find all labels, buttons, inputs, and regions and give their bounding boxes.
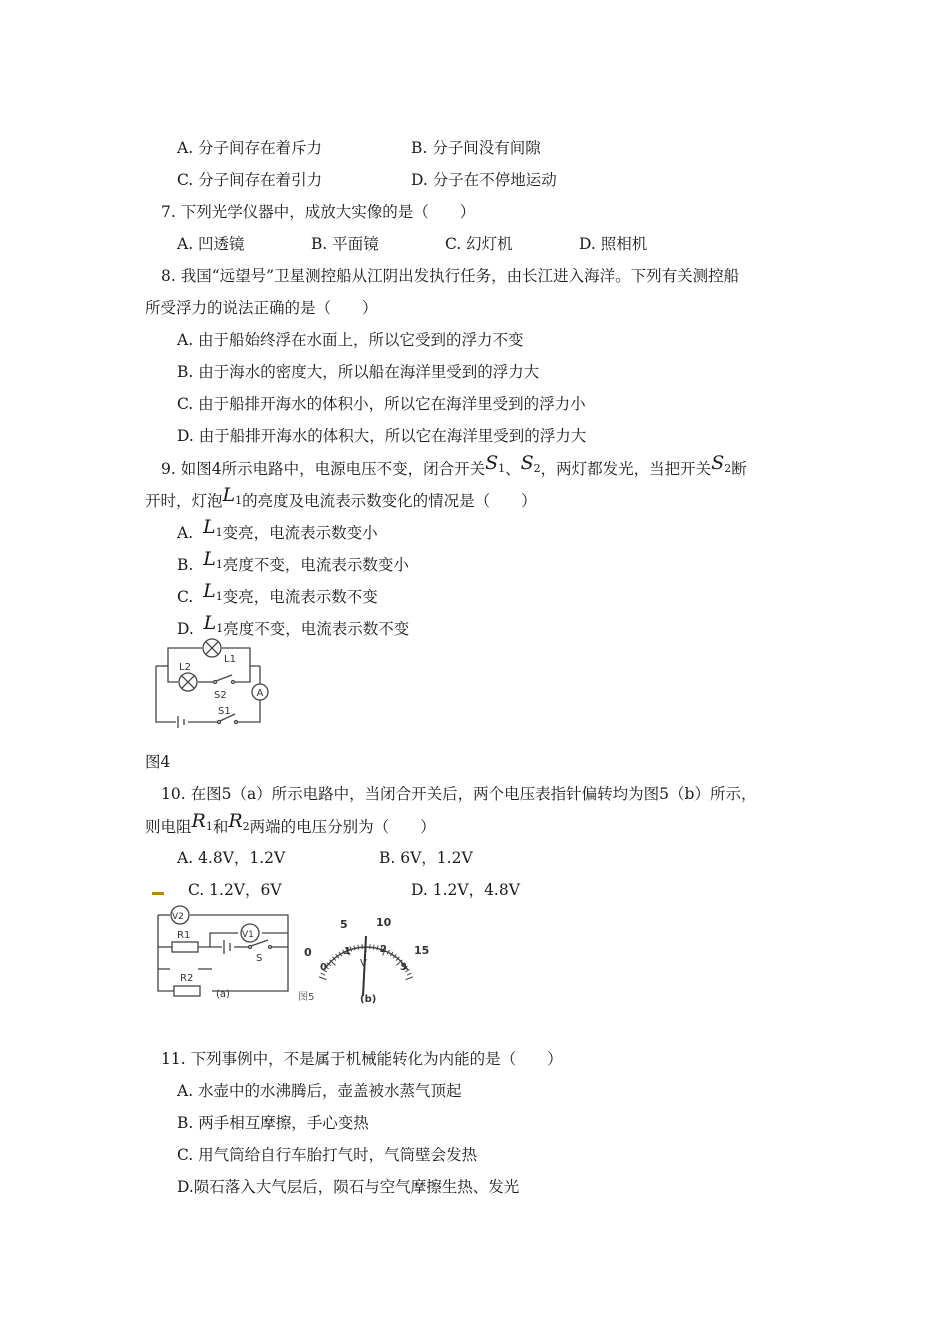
dial-tick <box>377 946 378 951</box>
q10-r1-symbol: R1 <box>191 810 213 833</box>
q9-option-b: B. L1亮度不变，电流表示数变小 <box>177 548 409 574</box>
figure-4-caption: 图4 <box>145 753 171 771</box>
q10-stem-line1: 10. 在图5（a）所示电路中，当闭合开关后，两个电压表指针偏转均为图5（b）所示， <box>161 785 757 803</box>
q9-stem-part1: 9. 如图4所示电路中，电源电压不变，闭合开关 <box>161 460 486 478</box>
r1-resistor-icon <box>172 942 198 952</box>
q11-option-a: A. 水壶中的水沸腾后，壶盖被水蒸气顶起 <box>177 1082 462 1100</box>
r1-label: R1 <box>177 930 191 941</box>
scale-inner-3: 3 <box>400 962 407 973</box>
q11-option-d: D.陨石落入大气层后，陨石与空气摩擦生热、发光 <box>177 1178 520 1196</box>
q10-stem-line2: 则电阻R1和R2两端的电压分别为（ ） <box>145 810 436 836</box>
s2-label: S2 <box>214 690 227 701</box>
fig5b-label: (b) <box>360 994 377 1004</box>
v-unit-label: V <box>360 958 367 969</box>
r2-label: R2 <box>180 973 194 984</box>
l2-lamp-icon <box>179 673 197 691</box>
l1-label: L1 <box>224 654 236 665</box>
scale-inner-2: 2 <box>380 944 387 955</box>
v1-label: V1 <box>242 930 254 940</box>
highlight-mark <box>152 892 164 895</box>
q9-l1-symbol: L1 <box>222 484 243 507</box>
q11-option-c: C. 用气筒给自行车胎打气时，气筒壁会发热 <box>177 1146 478 1164</box>
q8-stem-line1: 8. 我国“远望号”卫星测控船从江阴出发执行任务，由长江进入海洋。下列有关测控船 <box>161 267 740 285</box>
s1-label: S1 <box>218 706 231 717</box>
q8-stem-line2: 所受浮力的说法正确的是（ ） <box>145 299 378 317</box>
q9-option-c: C. L1变亮，电流表示数不变 <box>177 580 378 606</box>
q9-option-d: D. L1亮度不变，电流表示数不变 <box>177 612 410 638</box>
q6-option-b: B. 分子间没有间隙 <box>411 139 541 157</box>
q6-option-a: A. 分子间存在着斥力 <box>177 139 323 157</box>
q9-s2-symbol: S2 <box>520 452 541 475</box>
fig5a-label: (a) <box>216 989 230 1000</box>
q9-s1-symbol: S1 <box>485 452 506 475</box>
q7-stem: 7. 下列光学仪器中，成放大实像的是（ ） <box>161 203 476 221</box>
figure-5b-voltmeter-dial <box>296 912 436 1004</box>
q7-option-b: B. 平面镜 <box>311 235 379 253</box>
q9-stem-line1 <box>161 452 747 481</box>
l2-label: L2 <box>179 662 191 673</box>
q7-option-c: C. 幻灯机 <box>445 235 513 253</box>
q10-option-d: D. 1.2V，4.8V <box>411 881 520 899</box>
q11-stem: 11. 下列事例中，不是属于机械能转化为内能的是（ ） <box>161 1050 563 1068</box>
scale-15: 15 <box>414 944 430 957</box>
dial-tick <box>358 945 359 950</box>
q9-separator: 、 <box>505 460 521 478</box>
q8-option-a: A. 由于船始终浮在水面上，所以它受到的浮力不变 <box>177 331 524 349</box>
dial-tick <box>321 973 326 975</box>
q10-r2-symbol: R2 <box>228 810 250 833</box>
q9-stem-line2: 开时，灯泡L1的亮度及电流表示数变化的情况是（ ） <box>145 484 537 510</box>
q10-option-b: B. 6V，1.2V <box>379 849 473 867</box>
scale-0: 0 <box>304 946 312 959</box>
q10-option-a: A. 4.8V，1.2V <box>177 849 286 867</box>
scale-10: 10 <box>376 916 392 929</box>
fig5-label: 图5 <box>298 992 315 1003</box>
q6-option-d: D. 分子在不停地运动 <box>411 171 557 189</box>
dial-tick <box>354 946 355 951</box>
l1-lamp-icon <box>203 639 221 657</box>
q6-option-c: C. 分子间存在着引力 <box>177 171 323 189</box>
dial-tick <box>373 945 374 950</box>
q8-option-d: D. 由于船排开海水的体积大，所以它在海洋里受到的浮力大 <box>177 427 587 445</box>
s2-switch-icon <box>214 675 235 684</box>
r2-resistor-icon <box>174 986 200 996</box>
q9-stem-part3: 断 <box>731 460 747 478</box>
q7-option-d: D. 照相机 <box>579 235 648 253</box>
dial-tick <box>319 977 327 980</box>
q7-option-a: A. 凹透镜 <box>177 235 245 253</box>
q9-stem-part2: ，两灯都发光，当把开关 <box>540 460 712 478</box>
q10-option-c: C. 1.2V，6V <box>188 881 282 899</box>
figure-4-circuit <box>148 636 288 728</box>
switch-label: S <box>256 953 263 964</box>
v2-label: V2 <box>172 912 184 922</box>
scale-inner-0: 0 <box>320 962 327 973</box>
ammeter-label: A <box>256 688 264 699</box>
scale-5: 5 <box>340 918 348 931</box>
dial-tick <box>407 973 412 975</box>
q8-option-c: C. 由于船排开海水的体积小，所以它在海洋里受到的浮力小 <box>177 395 586 413</box>
q9-option-a: A. L1变亮，电流表示数变小 <box>177 516 378 542</box>
q8-option-b: B. 由于海水的密度大，所以船在海洋里受到的浮力大 <box>177 363 540 381</box>
figure-5a-circuit <box>150 905 295 1000</box>
dial-tick <box>406 977 414 980</box>
q11-option-b: B. 两手相互摩擦，手心变热 <box>177 1114 369 1132</box>
q9-s2-symbol-b: S2 <box>711 452 732 475</box>
scale-inner-1: 1 <box>344 946 351 957</box>
